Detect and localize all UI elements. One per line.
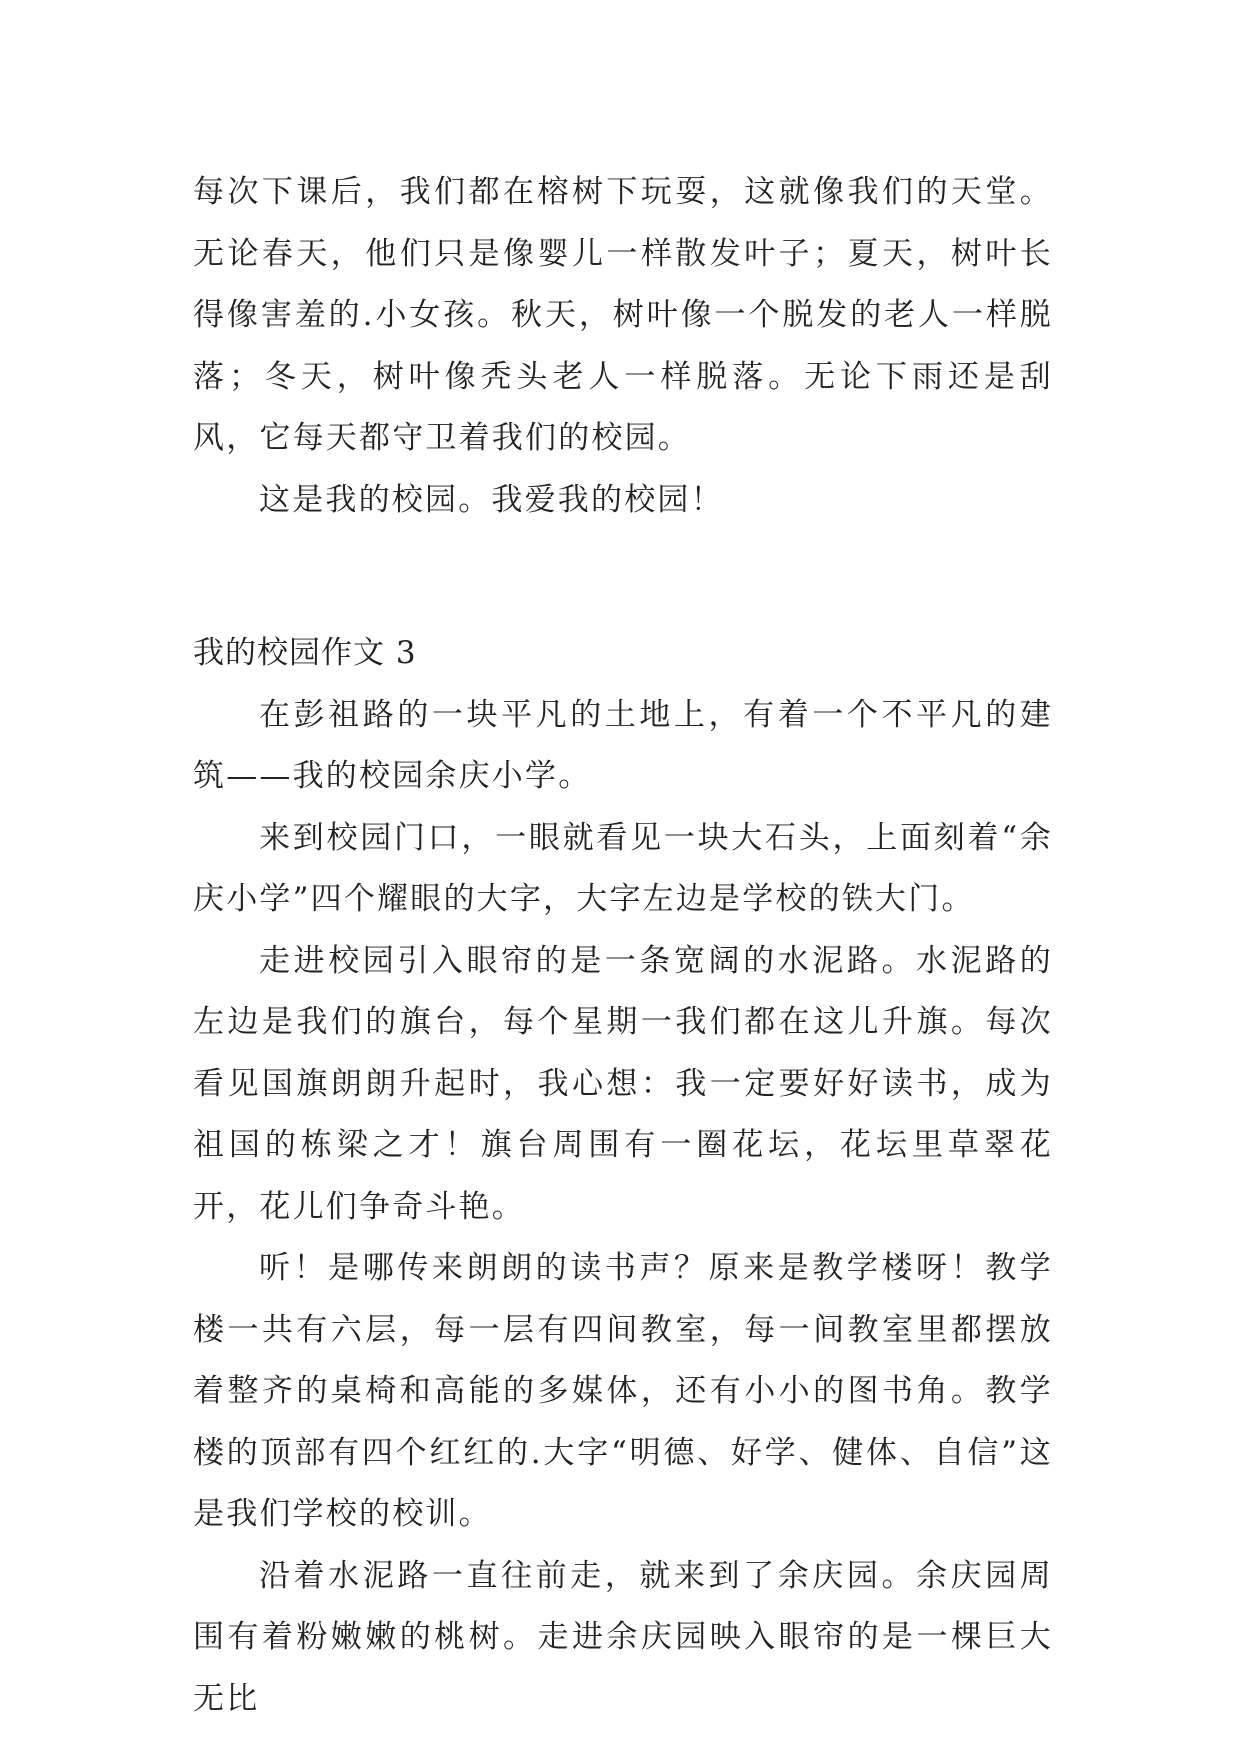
paragraph-flag-platform: 走进校园引入眼帘的是一条宽阔的水泥路。水泥路的左边是我们的旗台，每个星期一我们都在这儿升旗。每次看见国旗朗朗升起时，我心想：我一定要好好读书，成为祖国的栋梁之才！旗台周围有一圈花坛，花坛里草翠花开，花儿们争奇斗艳。: [193, 942, 1053, 1225]
document-body: [193, 162, 1053, 1730]
paragraph-teaching-building: 听！是哪传来朗朗的读书声？原来是教学楼呀！教学楼一共有六层，每一层有四间教室，每一间教室里都摆放着整齐的桌椅和高能的多媒体，还有小小的图书角。教学楼的顶部有四个红红的.大字“明德、好学、健体、自信”这是我们学校的校训。: [193, 1250, 1053, 1532]
paragraph-love-campus: 这是我的校园。我爱我的校园！: [259, 481, 724, 518]
section-title: 我的校园作文 3: [193, 635, 417, 671]
paragraph-banyan-tree: 每次下课后，我们都在榕树下玩耍，这就像我们的天堂。无论春天，他们只是像婴儿一样散发叶子；夏天，树叶长得像害羞的.小女孩。秋天，树叶像一个脱发的老人一样脱落；冬天，树叶像秃头老人一样脱落。无论下雨还是刮风，它每天都守卫着我们的校园。: [193, 174, 1053, 456]
paragraph-school-gate: 来到校园门口，一眼就看见一块大石头，上面刻着“余庆小学”四个耀眼的大字，大字左边是学校的铁大门。: [193, 819, 1053, 917]
paragraph-pengzu-road: 在彭祖路的一块平凡的土地上，有着一个不平凡的建筑——我的校园余庆小学。: [193, 696, 1053, 794]
section-spacer: [193, 531, 1053, 623]
paragraph-yuqing-garden: 沿着水泥路一直往前走，就来到了余庆园。余庆园周围有着粉嫩嫩的桃树。走进余庆园映入眼帘的是一棵巨大无比: [193, 1557, 1053, 1717]
